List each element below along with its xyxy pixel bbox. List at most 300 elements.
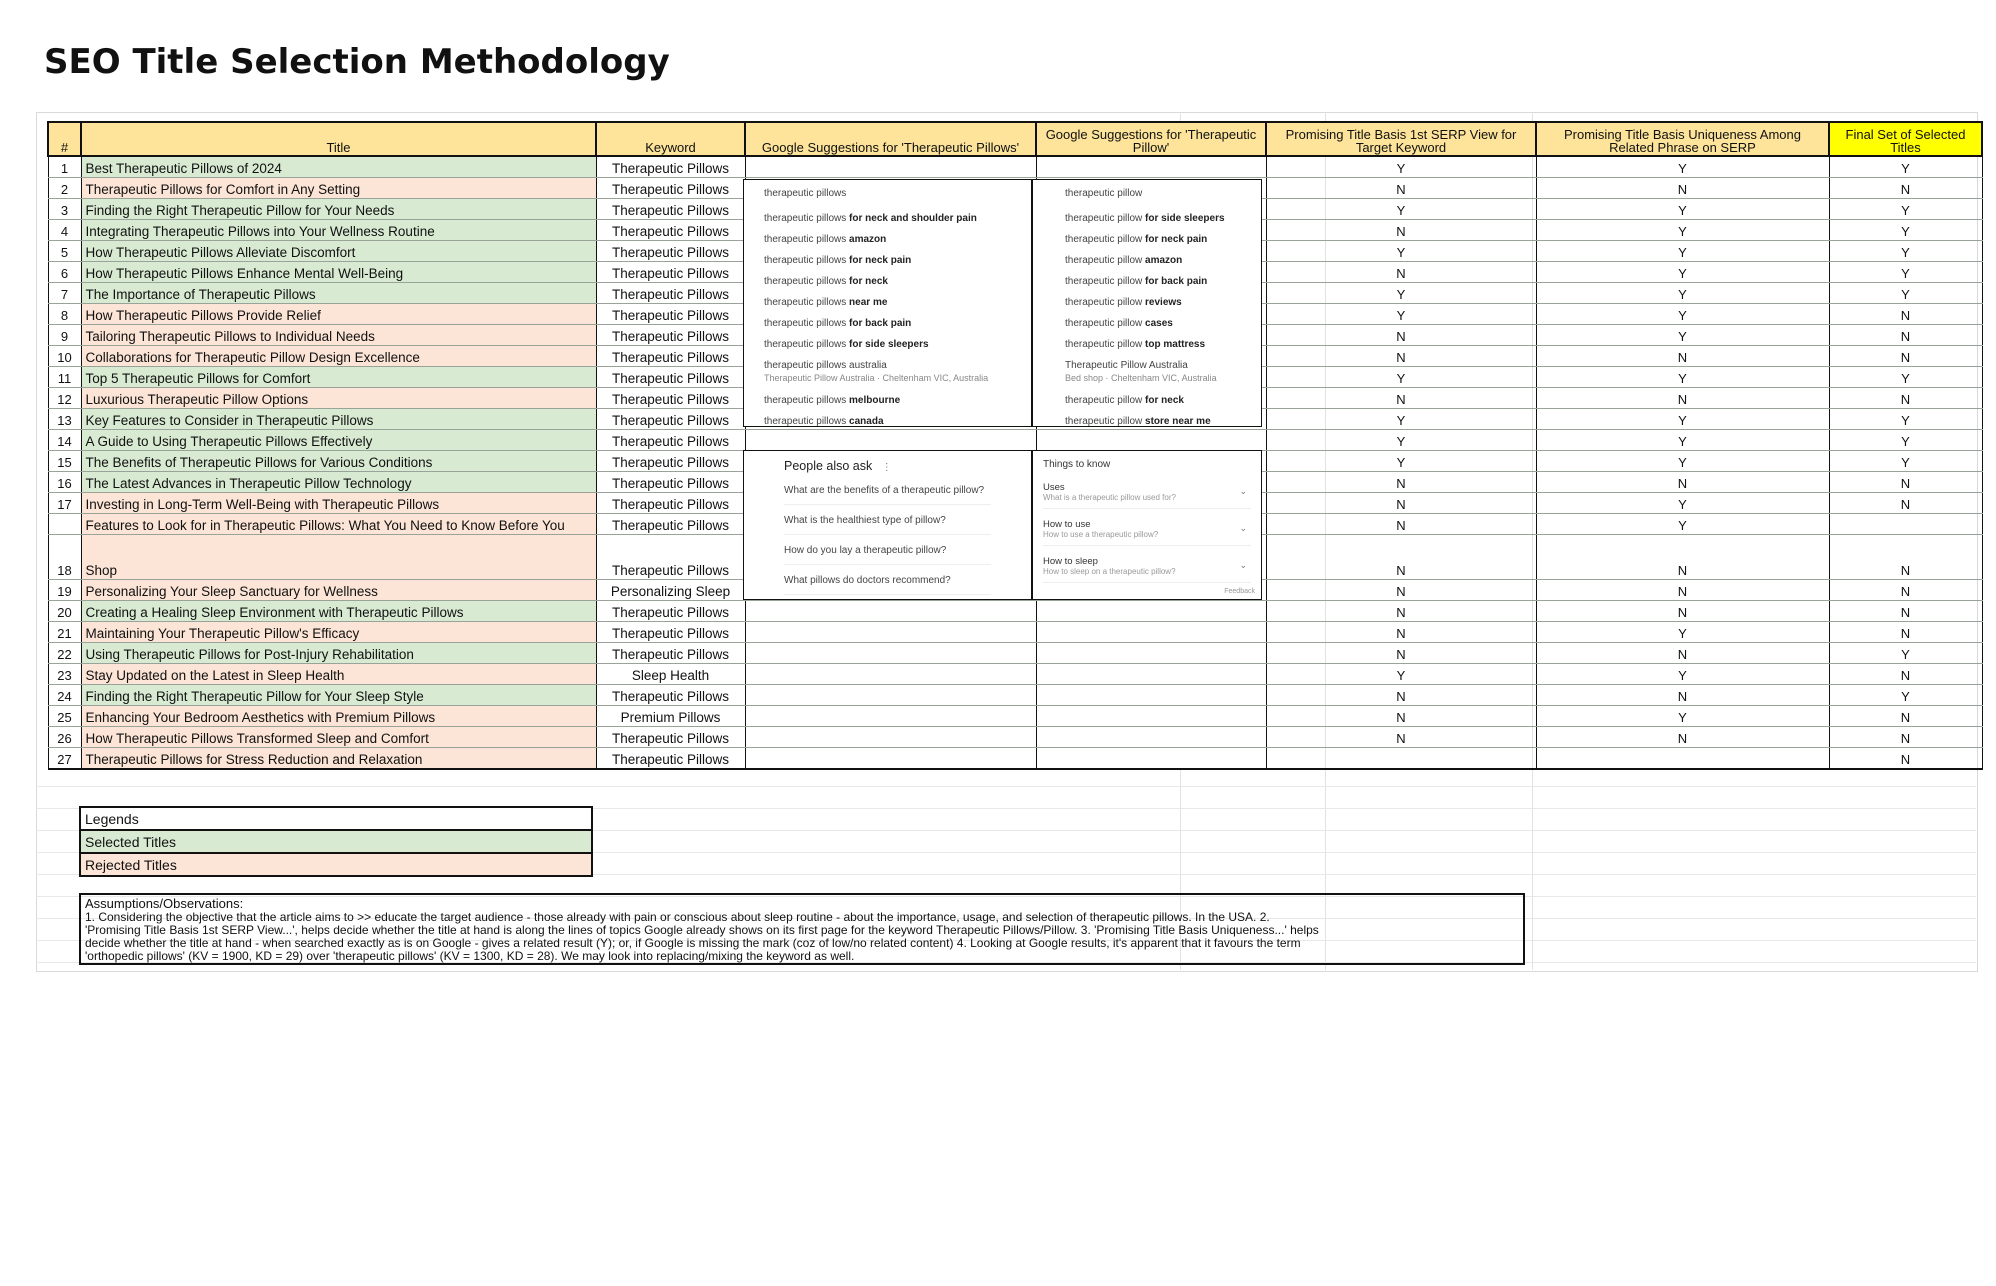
row-uniqueness: Y — [1536, 430, 1829, 451]
row-keyword: Therapeutic Pillows — [596, 514, 745, 535]
row-uniqueness: Y — [1536, 367, 1829, 388]
row-serp-view: N — [1266, 325, 1536, 346]
row-final-selection: N — [1829, 493, 1982, 514]
suggestion-item — [764, 339, 1011, 350]
suggestion-item — [764, 360, 1011, 371]
row-keyword: Therapeutic Pillows — [596, 493, 745, 514]
header-num: # — [48, 122, 81, 156]
assumptions-text: 1. Considering the objective that the article aims to >> educate the target audience - those already with pain or conscious about sleep routine - about the importance, usage, and selection of therapeutic pillows. In the USA. 2. 'Promising Title Basis 1st SERP View...', helps decide whether the title at hand is along the lines of topics Google already shows on its first page for the keyword Therapeutic Pillows/Pillow. 3. 'Promising Title Basis Uniqueness...' helps decide whether the title at hand - when searched exactly as is on Google - gives a related result (Y); or, if Google is missing the mark (coz of low/no related content) 4. Looking at Google results, it's apparent that it favours the term 'orthopedic pillows' (KV = 1900, KD = 29) over 'therapeutic pillows' (KV = 1300, KD = 28). We may look into replacing/mixing the keyword as well. — [85, 910, 1319, 963]
paa-question: What is the healthiest type of pillow? — [784, 515, 991, 535]
row-suggestions-1 — [745, 685, 1036, 706]
suggestion-base: therapeutic pillows — [764, 395, 847, 406]
table-header-row — [48, 122, 1982, 156]
chevron-down-icon: ⌄ — [1239, 523, 1247, 533]
row-suggestions-2 — [1036, 748, 1266, 770]
row-uniqueness: Y — [1536, 199, 1829, 220]
row-final-selection: Y — [1829, 409, 1982, 430]
suggestion-completion: for neck pain — [846, 255, 912, 266]
row-title: Creating a Healing Sleep Environment with Therapeutic Pillows — [81, 601, 596, 622]
row-keyword: Personalizing Sleep — [596, 580, 745, 601]
row-final-selection: Y — [1829, 685, 1982, 706]
row-uniqueness: Y — [1536, 493, 1829, 514]
row-suggestions-2 — [1036, 622, 1266, 643]
row-keyword: Therapeutic Pillows — [596, 685, 745, 706]
row-serp-view: Y — [1266, 367, 1536, 388]
suggestion-completion: for side sleepers — [846, 339, 929, 350]
row-final-selection: N — [1829, 535, 1982, 580]
table-row — [48, 727, 1982, 748]
row-keyword: Therapeutic Pillows — [596, 304, 745, 325]
suggestion-query: therapeutic pillow — [1065, 188, 1143, 199]
row-uniqueness: N — [1536, 178, 1829, 199]
row-final-selection: Y — [1829, 451, 1982, 472]
row-keyword: Therapeutic Pillows — [596, 643, 745, 664]
suggestion-item — [1065, 234, 1229, 245]
row-title: How Therapeutic Pillows Transformed Sleep and Comfort — [81, 727, 596, 748]
row-keyword: Therapeutic Pillows — [596, 367, 745, 388]
row-suggestions-2 — [1036, 156, 1266, 178]
row-number: 1 — [48, 156, 81, 178]
suggestion-place-subtitle: Bed shop · Cheltenham VIC, Australia — [1065, 373, 1217, 383]
suggestion-item — [764, 318, 1011, 329]
ttk-item-subtitle: How to use a therapeutic pillow? — [1043, 530, 1159, 539]
row-uniqueness: N — [1536, 535, 1829, 580]
row-uniqueness: Y — [1536, 220, 1829, 241]
row-title: Using Therapeutic Pillows for Post-Injury Rehabilitation — [81, 643, 596, 664]
row-number: 13 — [48, 409, 81, 430]
row-serp-view: Y — [1266, 451, 1536, 472]
suggestion-query: therapeutic pillows — [764, 188, 847, 199]
row-number: 22 — [48, 643, 81, 664]
suggestion-completion: for back pain — [846, 318, 912, 329]
row-suggestions-2 — [1036, 664, 1266, 685]
suggestion-item — [764, 234, 1011, 245]
suggestion-base: therapeutic pillow — [1065, 297, 1143, 308]
row-keyword: Therapeutic Pillows — [596, 156, 745, 178]
row-uniqueness: N — [1536, 727, 1829, 748]
grid-line — [36, 786, 1976, 787]
suggestion-item — [764, 416, 1011, 427]
suggestion-item — [764, 255, 1011, 266]
ttk-title: Things to know — [1043, 459, 1111, 470]
row-title: Integrating Therapeutic Pillows into Your Wellness Routine — [81, 220, 596, 241]
row-final-selection: N — [1829, 388, 1982, 409]
row-title: Collaborations for Therapeutic Pillow Design Excellence — [81, 346, 596, 367]
row-final-selection: Y — [1829, 241, 1982, 262]
suggestion-item — [1065, 213, 1229, 224]
row-serp-view: Y — [1266, 664, 1536, 685]
row-final-selection: N — [1829, 748, 1982, 770]
row-uniqueness: N — [1536, 580, 1829, 601]
row-final-selection: Y — [1829, 199, 1982, 220]
row-suggestions-1 — [745, 156, 1036, 178]
row-keyword: Therapeutic Pillows — [596, 178, 745, 199]
row-title: The Benefits of Therapeutic Pillows for Various Conditions — [81, 451, 596, 472]
row-title: The Latest Advances in Therapeutic Pillow Technology — [81, 472, 596, 493]
suggestion-item — [764, 395, 1011, 406]
suggestion-item — [1065, 416, 1229, 427]
suggestion-completion: amazon — [846, 234, 887, 245]
suggestion-completion: melbourne — [846, 395, 901, 406]
ttk-item-heading: Uses — [1043, 482, 1065, 493]
row-serp-view — [1266, 748, 1536, 770]
suggestion-base: therapeutic pillows — [764, 318, 847, 329]
row-final-selection: Y — [1829, 283, 1982, 304]
assumptions-box — [79, 893, 1525, 965]
row-keyword: Therapeutic Pillows — [596, 535, 745, 580]
row-suggestions-1 — [745, 430, 1036, 451]
row-serp-view: Y — [1266, 156, 1536, 178]
suggestion-item — [1065, 395, 1229, 406]
assumptions-heading: Assumptions/Observations: — [85, 896, 244, 911]
row-title: How Therapeutic Pillows Provide Relief — [81, 304, 596, 325]
suggestion-base: therapeutic pillow — [1065, 416, 1143, 427]
row-title: Shop — [81, 535, 596, 580]
row-suggestions-2 — [1036, 685, 1266, 706]
suggestion-completion: top mattress — [1142, 339, 1206, 350]
row-number: 24 — [48, 685, 81, 706]
row-suggestions-2 — [1036, 706, 1266, 727]
suggestion-base: Therapeutic Pillow Australia — [1065, 360, 1188, 371]
legend-header: Legends — [80, 807, 592, 830]
suggestion-item — [764, 297, 1011, 308]
row-final-selection: Y — [1829, 643, 1982, 664]
legend-table — [79, 806, 593, 877]
ttk-item-subtitle: How to sleep on a therapeutic pillow? — [1043, 567, 1176, 576]
suggestion-base: therapeutic pillows — [764, 339, 847, 350]
legend-selected: Selected Titles — [80, 830, 592, 853]
row-serp-view: N — [1266, 346, 1536, 367]
row-serp-view: Y — [1266, 199, 1536, 220]
row-number: 27 — [48, 748, 81, 770]
suggestion-item — [1065, 318, 1229, 329]
row-suggestions-2 — [1036, 643, 1266, 664]
suggestion-completion: near me — [846, 297, 888, 308]
row-keyword: Therapeutic Pillows — [596, 622, 745, 643]
suggestion-item — [764, 276, 1011, 287]
suggestion-item — [764, 213, 1011, 224]
suggestion-completion: store near me — [1142, 416, 1211, 427]
row-keyword: Therapeutic Pillows — [596, 262, 745, 283]
row-number: 5 — [48, 241, 81, 262]
suggestion-completion: cases — [1142, 318, 1173, 329]
row-uniqueness: Y — [1536, 706, 1829, 727]
suggestion-item — [1065, 360, 1229, 371]
row-keyword: Therapeutic Pillows — [596, 430, 745, 451]
row-number: 14 — [48, 430, 81, 451]
suggestion-completion: reviews — [1142, 297, 1182, 308]
row-keyword: Therapeutic Pillows — [596, 409, 745, 430]
row-suggestions-1 — [745, 643, 1036, 664]
row-uniqueness: Y — [1536, 325, 1829, 346]
paa-question: How do you lay a therapeutic pillow? — [784, 545, 991, 565]
row-serp-view: Y — [1266, 430, 1536, 451]
row-final-selection: Y — [1829, 262, 1982, 283]
header-google-suggestions-pillows: Google Suggestions for 'Therapeutic Pillows' — [745, 122, 1036, 156]
row-serp-view: N — [1266, 388, 1536, 409]
row-serp-view: N — [1266, 685, 1536, 706]
row-uniqueness: Y — [1536, 664, 1829, 685]
row-suggestions-1 — [745, 706, 1036, 727]
row-uniqueness: N — [1536, 685, 1829, 706]
suggestion-base: therapeutic pillow — [1065, 213, 1143, 224]
row-keyword: Therapeutic Pillows — [596, 325, 745, 346]
row-serp-view: N — [1266, 580, 1536, 601]
suggestion-item — [1065, 339, 1229, 350]
header-uniqueness: Promising Title Basis Uniqueness Among Related Phrase on SERP — [1536, 122, 1829, 156]
row-serp-view: N — [1266, 178, 1536, 199]
row-suggestions-1 — [745, 622, 1036, 643]
table-row — [48, 748, 1982, 770]
row-number: 9 — [48, 325, 81, 346]
row-uniqueness: N — [1536, 388, 1829, 409]
suggestion-completion: for back pain — [1142, 276, 1208, 287]
row-uniqueness: N — [1536, 643, 1829, 664]
google-suggestions-pillows-screenshot — [743, 179, 1032, 427]
row-title: Stay Updated on the Latest in Sleep Health — [81, 664, 596, 685]
suggestion-base: therapeutic pillow — [1065, 318, 1143, 329]
row-title: Top 5 Therapeutic Pillows for Comfort — [81, 367, 596, 388]
row-title: Finding the Right Therapeutic Pillow for Your Needs — [81, 199, 596, 220]
row-serp-view: N — [1266, 220, 1536, 241]
row-suggestions-2 — [1036, 727, 1266, 748]
row-serp-view: N — [1266, 493, 1536, 514]
row-keyword: Therapeutic Pillows — [596, 388, 745, 409]
suggestion-place-subtitle: Therapeutic Pillow Australia · Cheltenham VIC, Australia — [764, 373, 989, 383]
row-suggestions-2 — [1036, 601, 1266, 622]
row-title: Finding the Right Therapeutic Pillow for Your Sleep Style — [81, 685, 596, 706]
row-title: Features to Look for in Therapeutic Pillows: What You Need to Know Before You — [81, 514, 596, 535]
suggestion-completion: for neck — [1142, 395, 1184, 406]
row-uniqueness: Y — [1536, 283, 1829, 304]
things-to-know-screenshot — [1032, 450, 1262, 600]
row-serp-view: N — [1266, 622, 1536, 643]
row-suggestions-1 — [745, 664, 1036, 685]
suggestion-base: therapeutic pillow — [1065, 234, 1143, 245]
row-final-selection: Y — [1829, 367, 1982, 388]
row-uniqueness: Y — [1536, 409, 1829, 430]
row-keyword: Therapeutic Pillows — [596, 451, 745, 472]
table-row — [48, 706, 1982, 727]
header-google-suggestions-pillow: Google Suggestions for 'Therapeutic Pillow' — [1036, 122, 1266, 156]
row-uniqueness: Y — [1536, 622, 1829, 643]
row-number: 2 — [48, 178, 81, 199]
row-title: Luxurious Therapeutic Pillow Options — [81, 388, 596, 409]
table-row — [48, 643, 1982, 664]
suggestion-base: therapeutic pillows — [764, 276, 847, 287]
row-number: 10 — [48, 346, 81, 367]
suggestion-base: therapeutic pillows — [764, 416, 847, 427]
row-number: 23 — [48, 664, 81, 685]
header-keyword: Keyword — [596, 122, 745, 156]
row-title: How Therapeutic Pillows Enhance Mental Well-Being — [81, 262, 596, 283]
row-final-selection: N — [1829, 622, 1982, 643]
row-final-selection: Y — [1829, 430, 1982, 451]
suggestion-completion: canada — [846, 416, 884, 427]
row-keyword: Therapeutic Pillows — [596, 241, 745, 262]
row-number: 11 — [48, 367, 81, 388]
row-final-selection: N — [1829, 178, 1982, 199]
suggestion-base: therapeutic pillows — [764, 255, 847, 266]
row-serp-view: Y — [1266, 409, 1536, 430]
row-title: The Importance of Therapeutic Pillows — [81, 283, 596, 304]
row-number: 17 — [48, 493, 81, 514]
row-number: 16 — [48, 472, 81, 493]
row-uniqueness: Y — [1536, 241, 1829, 262]
row-uniqueness: Y — [1536, 514, 1829, 535]
header-title: Title — [81, 122, 596, 156]
ttk-item-subtitle: What is a therapeutic pillow used for? — [1043, 493, 1176, 502]
row-number: 21 — [48, 622, 81, 643]
row-serp-view: Y — [1266, 283, 1536, 304]
row-suggestions-1 — [745, 748, 1036, 770]
suggestion-base: therapeutic pillow — [1065, 339, 1143, 350]
row-keyword: Therapeutic Pillows — [596, 220, 745, 241]
ttk-item-heading: How to sleep — [1043, 556, 1098, 567]
suggestion-completion: for neck and shoulder pain — [846, 213, 977, 224]
row-suggestions-1 — [745, 727, 1036, 748]
row-uniqueness: N — [1536, 472, 1829, 493]
row-final-selection: Y — [1829, 220, 1982, 241]
row-number: 25 — [48, 706, 81, 727]
row-serp-view: Y — [1266, 304, 1536, 325]
row-serp-view: N — [1266, 601, 1536, 622]
row-title: Enhancing Your Bedroom Aesthetics with Premium Pillows — [81, 706, 596, 727]
chevron-down-icon: ⌄ — [1239, 486, 1247, 496]
page-title: SEO Title Selection Methodology — [44, 42, 670, 82]
row-suggestions-1 — [745, 601, 1036, 622]
row-number: 26 — [48, 727, 81, 748]
row-number: 15 — [48, 451, 81, 472]
row-serp-view: N — [1266, 727, 1536, 748]
ttk-item — [1043, 556, 1251, 583]
row-keyword: Premium Pillows — [596, 706, 745, 727]
row-uniqueness: Y — [1536, 262, 1829, 283]
suggestion-item — [1065, 255, 1229, 266]
row-title: Personalizing Your Sleep Sanctuary for Wellness — [81, 580, 596, 601]
row-final-selection — [1829, 514, 1982, 535]
row-title: Investing in Long-Term Well-Being with Therapeutic Pillows — [81, 493, 596, 514]
paa-title: People also ask ⋮ — [784, 459, 892, 473]
row-number: 8 — [48, 304, 81, 325]
row-final-selection: N — [1829, 472, 1982, 493]
row-keyword: Sleep Health — [596, 664, 745, 685]
row-final-selection: N — [1829, 706, 1982, 727]
row-uniqueness: Y — [1536, 451, 1829, 472]
row-number: 18 — [48, 535, 81, 580]
row-keyword: Therapeutic Pillows — [596, 601, 745, 622]
suggestion-base: therapeutic pillow — [1065, 395, 1143, 406]
row-serp-view: N — [1266, 535, 1536, 580]
row-keyword: Therapeutic Pillows — [596, 346, 745, 367]
row-final-selection: N — [1829, 727, 1982, 748]
row-serp-view: Y — [1266, 241, 1536, 262]
row-keyword: Therapeutic Pillows — [596, 472, 745, 493]
table-row — [48, 622, 1982, 643]
suggestion-completion: for neck pain — [1142, 234, 1208, 245]
row-serp-view: N — [1266, 706, 1536, 727]
row-keyword: Therapeutic Pillows — [596, 727, 745, 748]
row-uniqueness: Y — [1536, 304, 1829, 325]
row-uniqueness: Y — [1536, 156, 1829, 178]
paa-question: What are the benefits of a therapeutic pillow? — [784, 485, 991, 505]
row-number: 3 — [48, 199, 81, 220]
row-serp-view: N — [1266, 514, 1536, 535]
suggestion-item — [1065, 297, 1229, 308]
row-keyword: Therapeutic Pillows — [596, 748, 745, 770]
row-number: 6 — [48, 262, 81, 283]
row-uniqueness: N — [1536, 601, 1829, 622]
row-title: Best Therapeutic Pillows of 2024 — [81, 156, 596, 178]
row-uniqueness: N — [1536, 346, 1829, 367]
row-keyword: Therapeutic Pillows — [596, 199, 745, 220]
suggestion-completion: for neck — [846, 276, 888, 287]
suggestion-completion: for side sleepers — [1142, 213, 1225, 224]
row-serp-view: N — [1266, 262, 1536, 283]
header-final-selection: Final Set of Selected Titles — [1829, 122, 1982, 156]
ttk-item-heading: How to use — [1043, 519, 1091, 530]
suggestion-base: therapeutic pillows — [764, 213, 847, 224]
row-title: Maintaining Your Therapeutic Pillow's Efficacy — [81, 622, 596, 643]
paa-question: What pillows do doctors recommend? — [784, 575, 991, 595]
row-final-selection: N — [1829, 346, 1982, 367]
row-number: 7 — [48, 283, 81, 304]
suggestion-item — [1065, 276, 1229, 287]
row-title: Therapeutic Pillows for Comfort in Any Setting — [81, 178, 596, 199]
row-number — [48, 514, 81, 535]
row-number: 20 — [48, 601, 81, 622]
row-title: Therapeutic Pillows for Stress Reduction and Relaxation — [81, 748, 596, 770]
table-row — [48, 664, 1982, 685]
people-also-ask-screenshot — [743, 450, 1032, 600]
row-final-selection: N — [1829, 664, 1982, 685]
google-suggestions-pillow-screenshot — [1032, 179, 1262, 427]
suggestion-base: therapeutic pillow — [1065, 255, 1143, 266]
suggestion-completion: amazon — [1142, 255, 1183, 266]
table-row — [48, 685, 1982, 706]
row-final-selection: N — [1829, 601, 1982, 622]
legend-rejected: Rejected Titles — [80, 853, 592, 876]
header-serp-view: Promising Title Basis 1st SERP View for Target Keyword — [1266, 122, 1536, 156]
row-final-selection: N — [1829, 304, 1982, 325]
row-title: Tailoring Therapeutic Pillows to Individual Needs — [81, 325, 596, 346]
row-number: 19 — [48, 580, 81, 601]
table-row — [48, 156, 1982, 178]
row-keyword: Therapeutic Pillows — [596, 283, 745, 304]
table-row — [48, 601, 1982, 622]
row-uniqueness — [1536, 748, 1829, 770]
row-serp-view: N — [1266, 643, 1536, 664]
ttk-item — [1043, 482, 1251, 509]
row-suggestions-2 — [1036, 430, 1266, 451]
row-number: 4 — [48, 220, 81, 241]
row-title: A Guide to Using Therapeutic Pillows Effectively — [81, 430, 596, 451]
feedback-link: Feedback — [1224, 588, 1255, 595]
row-number: 12 — [48, 388, 81, 409]
row-final-selection: Y — [1829, 156, 1982, 178]
table-row — [48, 430, 1982, 451]
suggestion-base: therapeutic pillow — [1065, 276, 1143, 287]
ttk-item — [1043, 519, 1251, 546]
chevron-down-icon: ⌄ — [1239, 560, 1247, 570]
suggestion-base: therapeutic pillows — [764, 297, 847, 308]
row-final-selection: N — [1829, 325, 1982, 346]
row-title: Key Features to Consider in Therapeutic Pillows — [81, 409, 596, 430]
suggestion-base: therapeutic pillows australia — [764, 360, 887, 371]
more-options-icon: ⋮ — [881, 462, 892, 473]
row-final-selection: N — [1829, 580, 1982, 601]
row-title: How Therapeutic Pillows Alleviate Discomfort — [81, 241, 596, 262]
